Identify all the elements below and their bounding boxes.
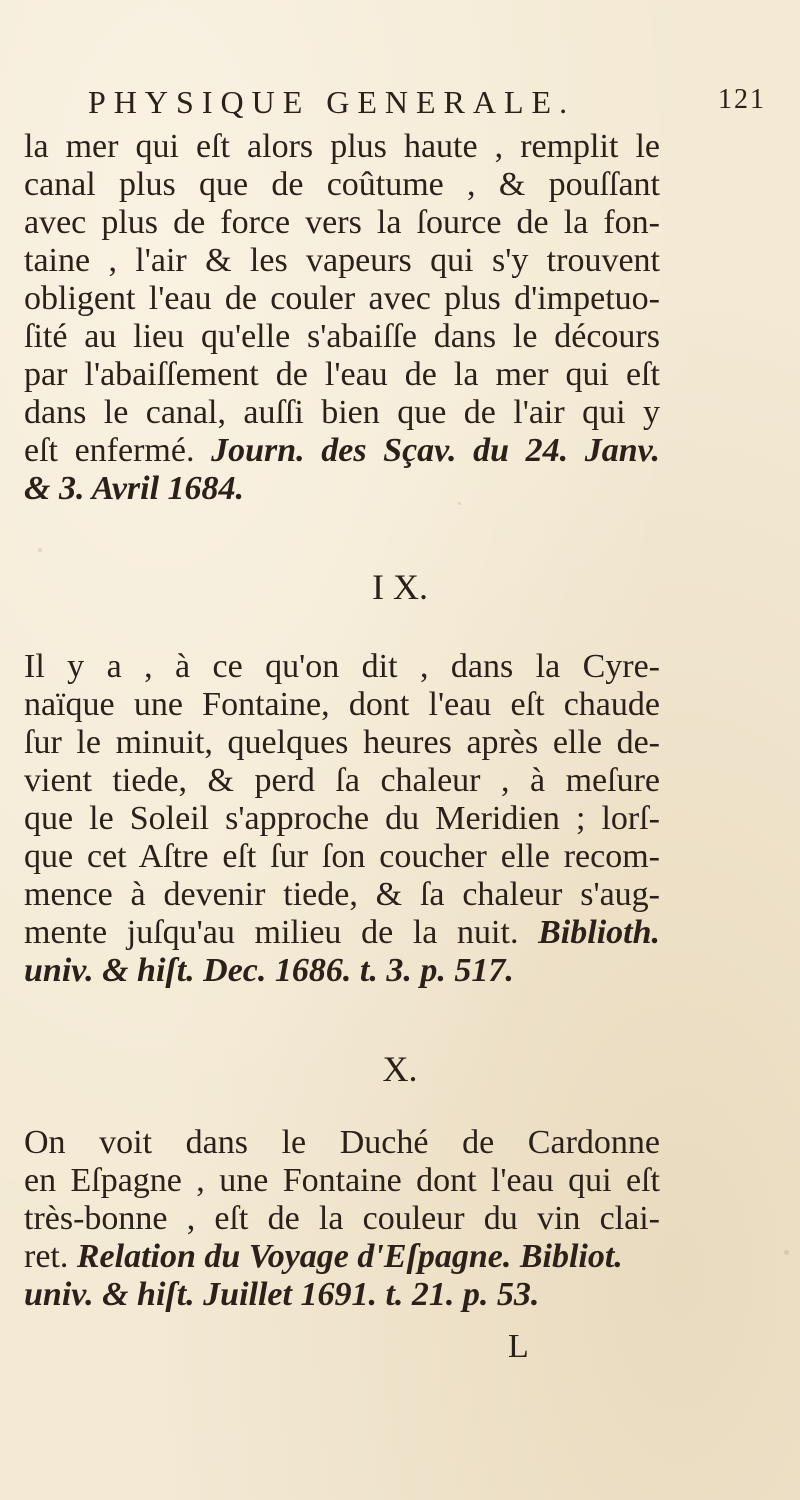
text-line: dans le canal, auſſi bien que de l'air qui y: [24, 394, 660, 431]
section-heading-x: X.: [382, 1049, 418, 1089]
text-line: obligent l'eau de couler avec plus d'impetuo-: [24, 280, 660, 317]
citation: Biblioth.: [538, 914, 660, 951]
text-line: en Eſpagne , une Fontaine dont l'eau qui eſt: [24, 1162, 660, 1199]
text-line: par l'abaiſſement de l'eau de la mer qui eſt: [24, 356, 660, 393]
text-line-with-citation: [24, 1238, 660, 1276]
citation: univ. & hiſt. Juillet 1691. t. 21. p. 53.: [24, 1276, 540, 1313]
text-line: la mer qui eſt alors plus haute , remplit le: [24, 128, 660, 165]
text-line: très-bonne , eſt de la couleur du vin clai-: [24, 1200, 660, 1237]
paper-spot: [784, 1250, 789, 1255]
text-line: vient tiede, & perd ſa chaleur , à meſure: [24, 762, 660, 799]
section-x-paragraph: [24, 1124, 660, 1314]
citation: univ. & hiſt. Dec. 1686. t. 3. p. 517.: [24, 952, 514, 989]
citation: Journ. des Sçav. du 24. Janv.: [211, 432, 660, 469]
text-line: ſur le minuit, quelques heures après elle de-: [24, 724, 660, 761]
text-line: que cet Aſtre eſt ſur ſon coucher elle recom-: [24, 838, 660, 875]
text-line-with-citation: [24, 914, 660, 952]
section-heading-ix: I X.: [372, 567, 428, 607]
signature-mark: L: [508, 1328, 529, 1365]
text-line: naïque une Fontaine, dont l'eau eſt chaude: [24, 686, 660, 723]
paragraph-continuation: [24, 128, 660, 508]
citation: & 3. Avril 1684.: [24, 470, 245, 507]
citation: Relation du Voyage d'Eſpagne. Bibliot.: [76, 1238, 623, 1275]
text-line: que le Soleil s'approche du Meridien ; lorſ-: [24, 800, 660, 837]
paper-spot: [458, 502, 461, 505]
text-line-with-citation: [24, 432, 660, 470]
text-line: Il y a , à ce qu'on dit , dans la Cyre-: [24, 648, 660, 685]
page-number: 121: [718, 84, 766, 115]
running-header: [24, 84, 776, 124]
text-fragment: eſt enfermé.: [24, 432, 212, 469]
citation-line: [24, 1276, 660, 1314]
text-line: ſité au lieu qu'elle s'abaiſſe dans le décours: [24, 318, 660, 355]
text-line: canal plus que de coûtume , & pouſſant: [24, 166, 660, 203]
text-line: avec plus de force vers la ſource de la fon-: [24, 204, 660, 241]
text-fragment: ret.: [24, 1238, 77, 1275]
citation-line: [24, 470, 660, 508]
paper-spot: [38, 548, 42, 552]
citation-line: [24, 952, 660, 990]
text-fragment: mente juſqu'au milieu de la nuit.: [24, 914, 539, 951]
text-line: On voit dans le Duché de Cardonne: [24, 1124, 660, 1161]
text-line: mence à devenir tiede, & ſa chaleur s'aug-: [24, 876, 660, 913]
header-title: PHYSIQUE GENERALE.: [88, 84, 576, 120]
section-ix-paragraph: [24, 648, 660, 990]
text-line: taine , l'air & les vapeurs qui s'y trouvent: [24, 242, 660, 279]
